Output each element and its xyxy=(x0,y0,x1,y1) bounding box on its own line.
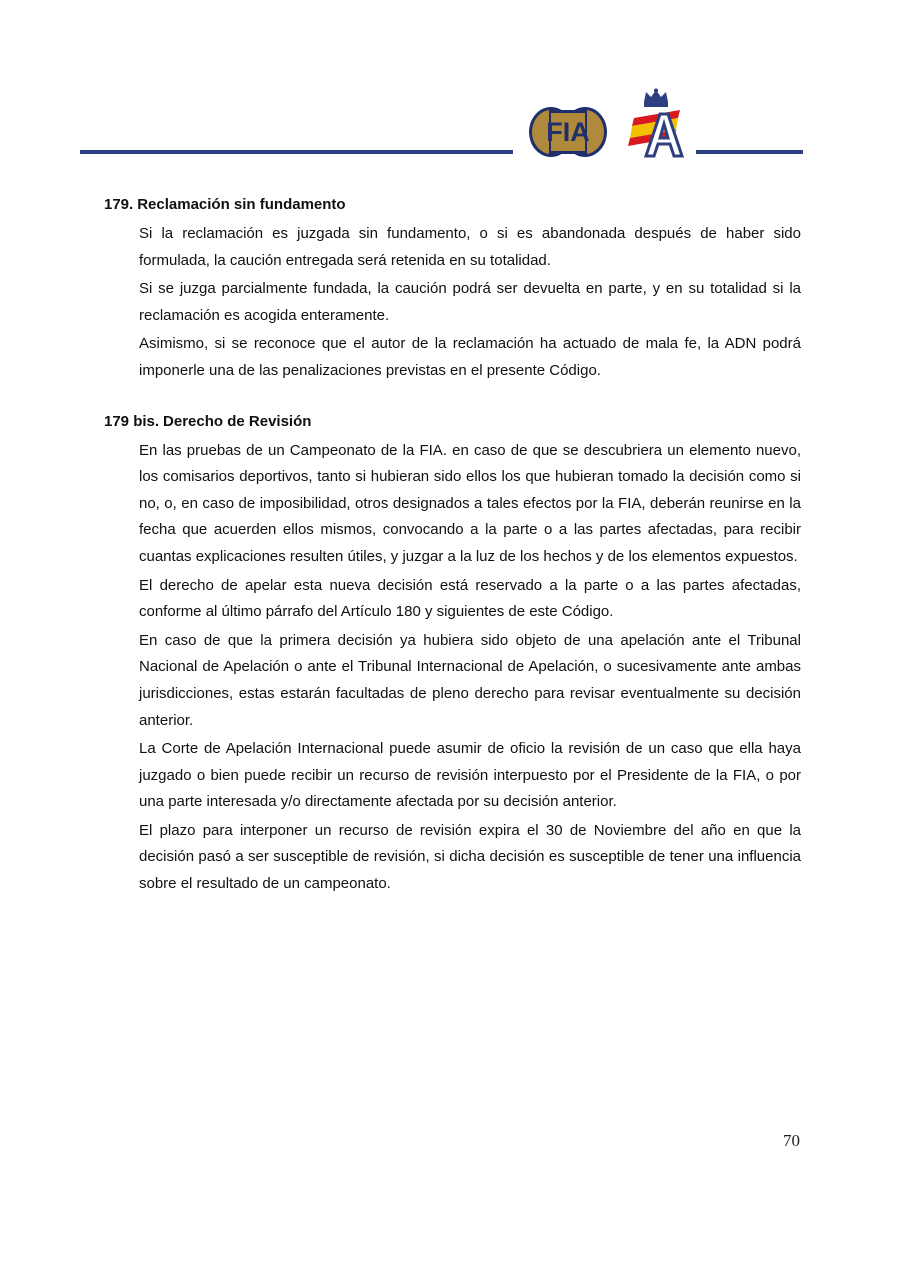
page-number: 70 xyxy=(783,1131,800,1150)
paragraph: En las pruebas de un Campeonato de la FIA. en caso de que se descubriera un elemento nuevo, los comisarios deportivos, tanto si hubieran sido ellos los que hubieran tomado la decisión como si no, o, en caso de imposibilidad, otros designados a tales efectos por la FIA, deberán reunirse en la fecha que acuerden ellos mismos, convocando a la parte o a las partes afectadas, para recibir cuantas explicaciones resulten útiles, y juzgar a la luz de los hechos y de los elementos expuestos. xyxy=(139,441,801,565)
paragraph: Si la reclamación es juzgada sin fundamento, o si es abandonada después de haber sido formulada, la caución entregada será retenida en su totalidad. xyxy=(139,225,801,269)
header-rule-left xyxy=(80,150,513,154)
article-heading xyxy=(104,411,801,433)
paragraph: El plazo para interponer un recurso de revisión expira el 30 de Noviembre del año en que la decisión pasó a ser susceptible de revisión, si dicha decisión es susceptible de tener una influencia sobre el resultado de un campeonato. xyxy=(139,821,801,893)
paragraph: Asimismo, si se reconoce que el autor de la reclamación ha actuado de mala fe, la ADN podrá imponerle una de las penalizaciones previstas en el presente Código. xyxy=(139,335,801,379)
header-rule-right xyxy=(696,150,803,154)
paragraph: La Corte de Apelación Internacional puede asumir de oficio la revisión de un caso que ella haya juzgado o bien puede recibir un recurso de revisión interpuesto por el Presidente de la FIA, o por una parte interesada y/o directamente afectada por su decisión anterior. xyxy=(139,740,801,811)
article-heading xyxy=(104,194,801,216)
paragraph: Si se juzga parcialmente fundada, la caución podrá ser devuelta en parte, y en su totalidad si la reclamación es acogida enteramente. xyxy=(139,280,801,324)
svg-text:FIA: FIA xyxy=(546,117,590,147)
page-header xyxy=(0,0,905,170)
article-179 xyxy=(104,194,801,385)
article-number: 179 bis. xyxy=(104,412,160,430)
paragraph: El derecho de apelar esta nueva decisión está reservado a la parte o a las partes afectadas, conforme al último párrafo del Artículo 180 y siguientes de este Código. xyxy=(139,576,801,621)
article-179-bis xyxy=(104,411,801,898)
fia-logo xyxy=(527,104,609,160)
article-title: Reclamación sin fundamento xyxy=(137,196,346,213)
article-title: Derecho de Revisión xyxy=(163,412,312,430)
rfeda-logo xyxy=(624,88,688,158)
document-body xyxy=(104,194,801,900)
article-number: 179. xyxy=(104,196,134,213)
paragraph: En caso de que la primera decisión ya hubiera sido objeto de una apelación ante el Tribunal Nacional de Apelación o ante el Tribunal Internacional de Apelación, o sucesivamente ante ambas jurisdicciones, estas estarán facultadas de pleno derecho para revisar eventualmente su decisión anterior. xyxy=(139,631,801,729)
